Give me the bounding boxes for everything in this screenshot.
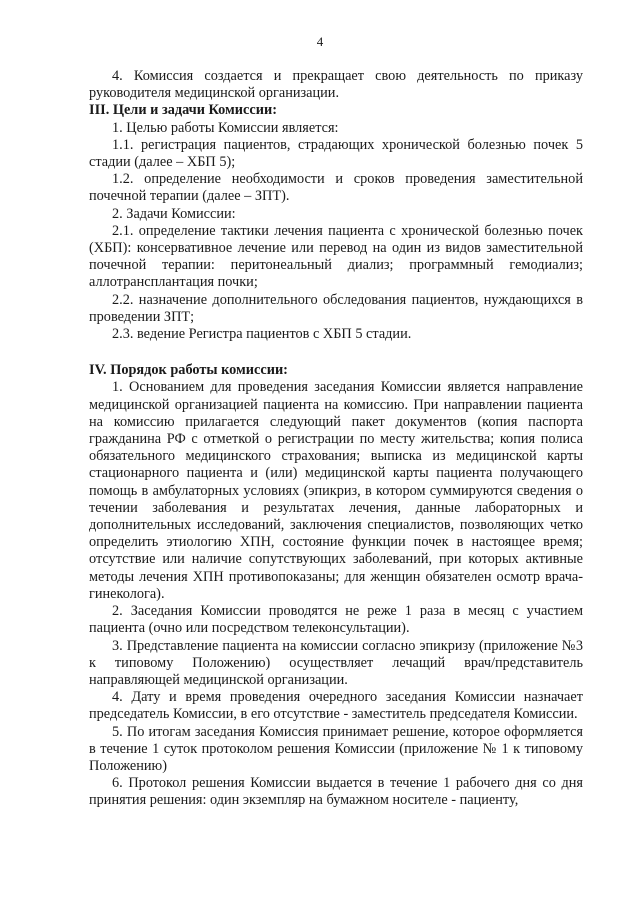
document-body [89,68,583,810]
page-number: 4 [316,34,324,49]
paragraph: 6. Протокол решения Комиссии выдается в течение 1 рабочего дня со дня принятия решения: один экземпляр на бумажном носителе - пациенту, [89,775,583,809]
paragraph: 2.2. назначение дополнительного обследования пациентов, нуждающихся в проведении ЗПТ; [89,291,583,325]
paragraph: 1. Целью работы Комиссии является: [112,119,339,136]
paragraph: 3. Представление пациента на комиссии согласно эпикризу (приложение №3 к типовому Положению) осуществляет лечащий врач/представитель направляющей медицинской организации. [89,637,583,688]
section-heading: IV. Порядок работы комиссии: [89,362,288,379]
paragraph: 1.1. регистрация пациентов, страдающих хронической болезнью почек 5 стадии (далее – ХБП 5); [89,136,583,171]
paragraph: 4. Дату и время проведения очередного заседания Комиссии назначает председатель Комиссии, в его отсутствие - заместитель председателя Комиссии. [89,689,583,723]
paragraph: 5. По итогам заседания Комиссия принимает решение, которое оформляется в течение 1 суток протоколом решения Комиссии (приложение № 1 к типовому Положению) [89,723,583,774]
paragraph: 1. Основанием для проведения заседания Комиссии является направление медицинской организацией пациента на комиссию. При направлении пациента на комиссию прилагается следующий пакет документов (копия паспорта гражданина РФ с отметкой о регистрации по месту жительства; копия полиса обязательного медицинского страхования; выписка из медицинской карты стационарного пациента и (или) медицинской карты пациента получающего помощь в амбулаторных условиях (эпикриз, в котором суммируются сведения о течении заболевания и результатах лечения, данные лабораторных и дополнительных исследований, заключения специалистов, позволяющих четко определить этиологию ХПН, состояние функции почек в настоящее время; отсутствие или наличие сопутствующих заболеваний, при которых активные методы лечения ХПН противопоказаны; для женщин обязателен осмотр врача-гинеколога). [89,379,583,602]
paragraph: 2. Задачи Комиссии: [112,205,236,222]
paragraph: 2.1. определение тактики лечения пациента с хронической болезнью почек (ХБП): консервативное лечение или перевод на один из видов заместительной почечной терапии: перитонеальный диализ; программный гемодиализ; аллотрансплантация почки; [89,222,583,291]
paragraph: 2. Заседания Комиссии проводятся не реже 1 раза в месяц с участием пациента (очно или посредством телеконсультации). [89,603,583,637]
paragraph: 2.3. ведение Регистра пациентов с ХБП 5 стадии. [112,326,412,343]
paragraph: 1.2. определение необходимости и сроков проведения заместительной почечной терапии (далее – ЗПТ). [89,171,583,205]
section-heading: III. Цели и задачи Комиссии: [89,102,277,119]
paragraph: 4. Комиссия создается и прекращает свою деятельность по приказу руководителя медицинской организации. [89,68,583,102]
